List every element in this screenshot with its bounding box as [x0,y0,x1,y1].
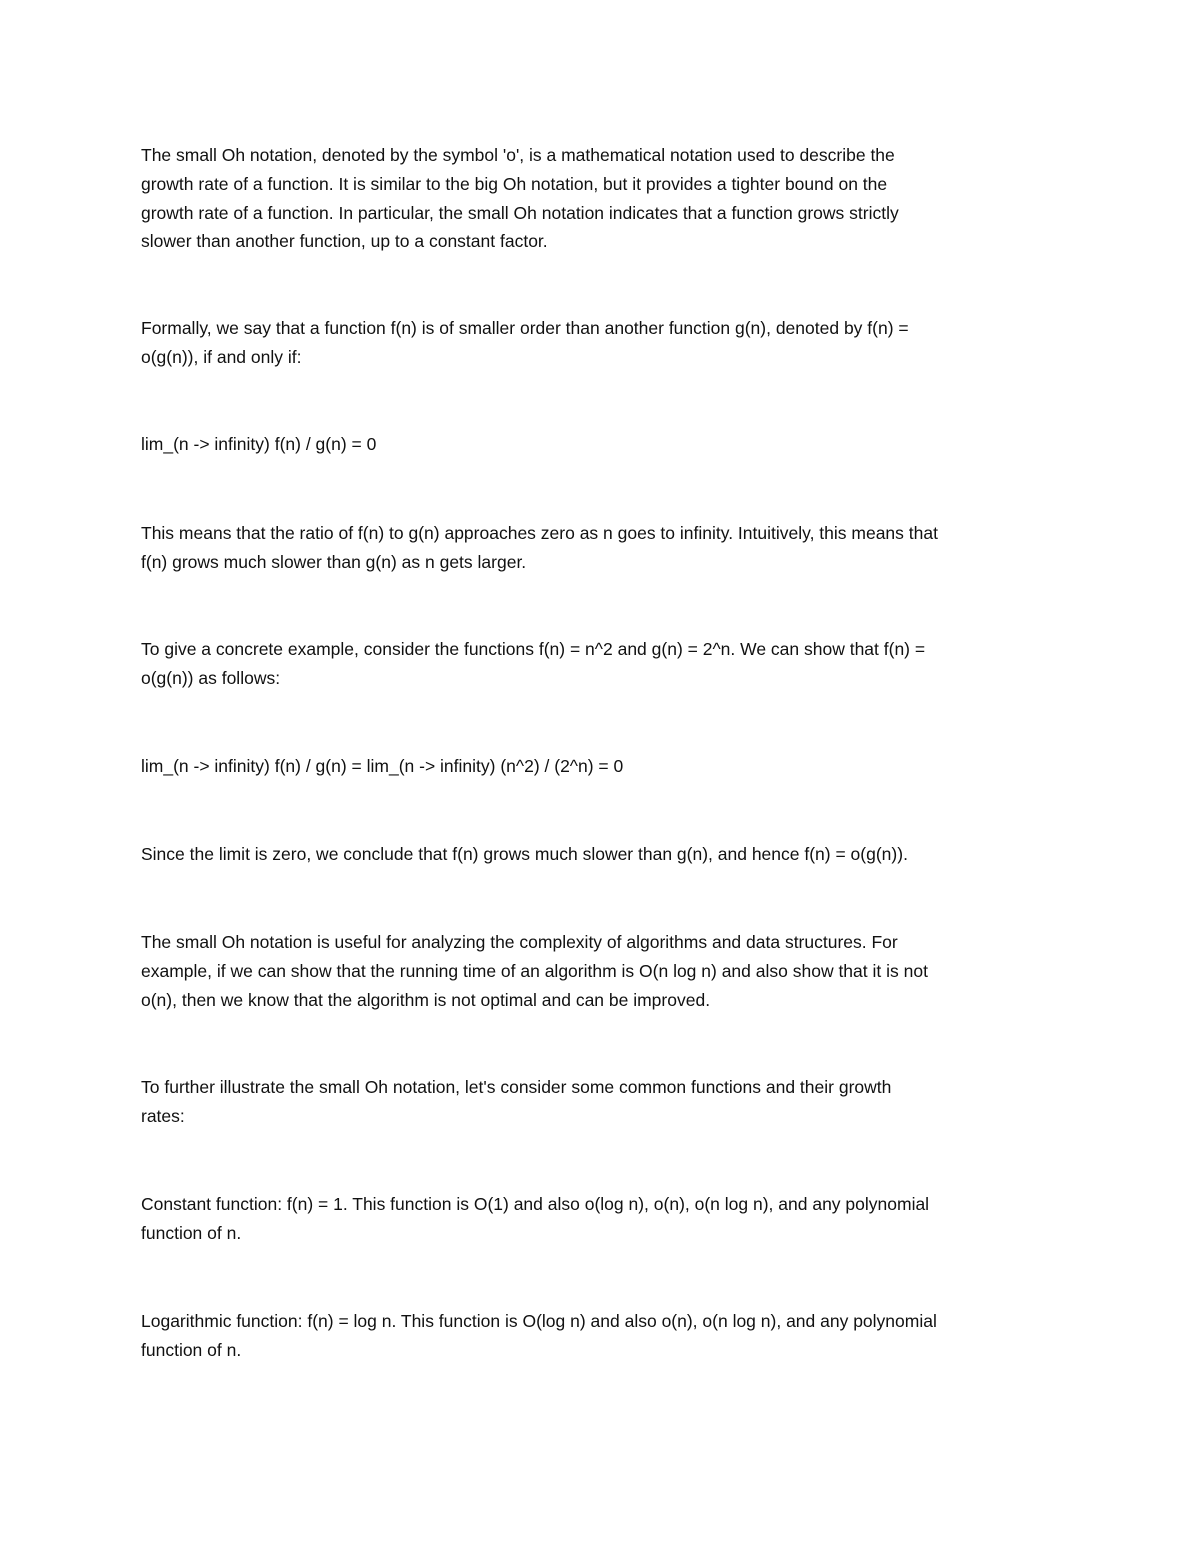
paragraph-illustration: To further illustrate the small Oh notation, let's consider some common functions and their growth rates: [141,1077,892,1126]
paragraph-constant-function: Constant function: f(n) = 1. This function is O(1) and also o(log n), o(n), o(n log n), and any polynomial function of n. [141,1194,930,1243]
paragraph-formal-definition: Formally, we say that a function f(n) is of smaller order than another function g(n), denoted by f(n) = o(g(n)), if and only if: [141,318,909,367]
paragraph-conclusion: Since the limit is zero, we conclude that f(n) grows much slower than g(n), and hence f(n) = o(g(n)). [141,844,908,864]
limit-formula: lim_(n -> infinity) f(n) / g(n) = 0 [141,434,377,454]
paragraph-meaning: This means that the ratio of f(n) to g(n) approaches zero as n goes to infinity. Intuitively, this means that f(n) grows much slower than g(n) as n gets larger. [141,523,938,572]
paragraph-example: To give a concrete example, consider the functions f(n) = n^2 and g(n) = 2^n. We can show that f(n) = o(g(n)) as follows: [141,639,926,688]
paragraph-logarithmic-function: Logarithmic function: f(n) = log n. This function is O(log n) and also o(n), o(n log n), and any polynomial function of n. [141,1311,937,1360]
paragraph-intro: The small Oh notation, denoted by the symbol 'o', is a mathematical notation used to describe the growth rate of a function. It is similar to the big Oh notation, but it provides a tighter bound on the growth rate of a function. In particular, the small Oh notation indicates that a function grows strictly slower than another function, up to a constant factor. [141,145,899,252]
paragraph-usefulness: The small Oh notation is useful for analyzing the complexity of algorithms and data structures. For example, if we can show that the running time of an algorithm is O(n log n) and also show that it is not o(n), then we know that the algorithm is not optimal and can be improved. [141,932,928,1010]
example-limit-formula: lim_(n -> infinity) f(n) / g(n) = lim_(n -> infinity) (n^2) / (2^n) = 0 [141,756,624,776]
